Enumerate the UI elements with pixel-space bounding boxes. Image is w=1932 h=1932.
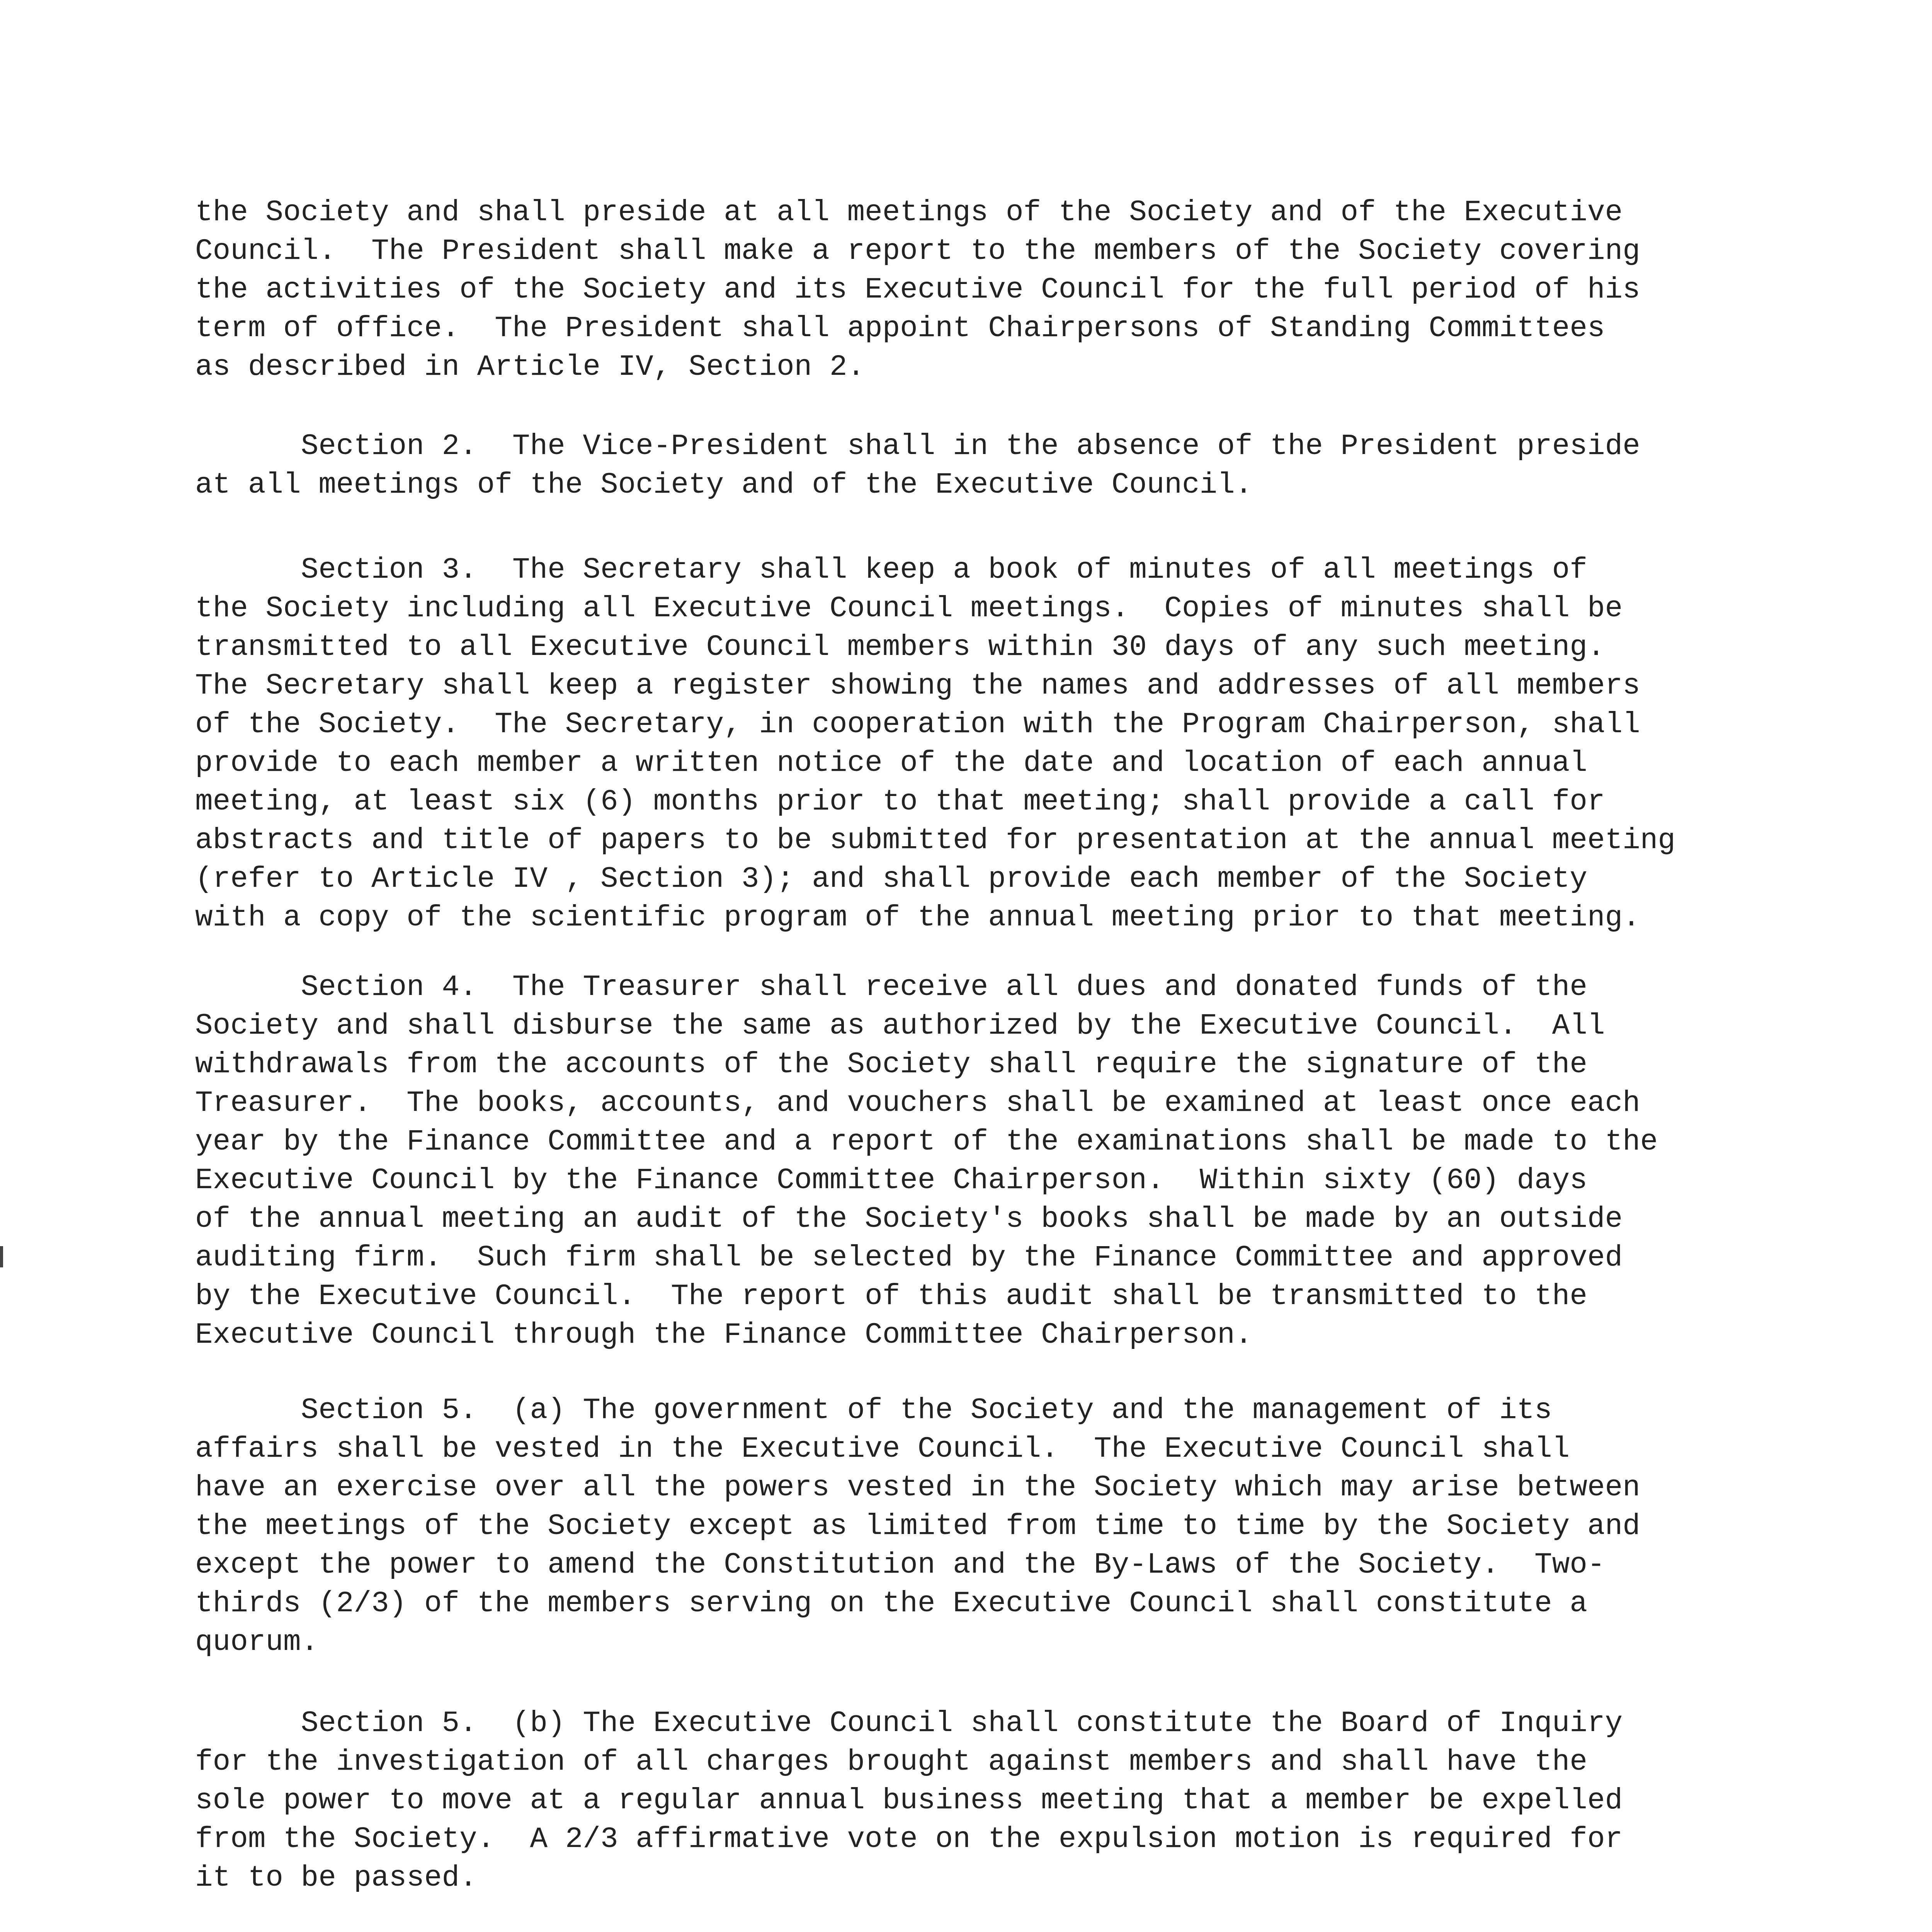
paragraph-section-5b: Section 5. (b) The Executive Council shall constitute the Board of Inquiry for the investigation of all charges brought against members and shall have the sole power to move at a regular annual business meeting that a member be expelled from the Society. A 2/3 affirmative vote on the expulsion motion is required for it to be passed. [195,1707,1623,1895]
scan-margin-mark [0,1246,3,1267]
paragraph-section-3: Section 3. The Secretary shall keep a book of minutes of all meetings of the Society including all Executive Council meetings. Copies of minutes shall be transmitted to all Executive Council members within 30 days of any such meeting. The Secretary shall keep a register showing the names and addresses of all members of the Society. The Secretary, in cooperation with the Program Chairperson, shall provide to each member a written notice of the date and location of each annual meeting, at least six (6) months prior to that meeting; shall provide a call for abstracts and title of papers to be submitted for presentation at the annual meeting (refer to Article IV , Section 3); and shall provide each member of the Society with a copy of the scientific program of the annual meeting prior to that meeting. [195,553,1676,934]
paragraph-president-duties: the Society and shall preside at all meetings of the Society and of the Executive Council. The President shall make a report to the members of the Society covering the activities of the Society and its Executive Council for the full period of his term of office. The President shall appoint Chairpersons of Standing Committees as described in Article IV, Section 2. [195,196,1640,384]
paragraph-section-4: Section 4. The Treasurer shall receive all dues and donated funds of the Society and shall disburse the same as authorized by the Executive Council. All withdrawals from the accounts of the Society shall require the signature of the Treasurer. The books, accounts, and vouchers shall be examined at least once each year by the Finance Committee and a report of the examinations shall be made to the Executive Council by the Finance Committee Chairperson. Within sixty (60) days of the annual meeting an audit of the Society's books shall be made by an outside auditing firm. Such firm shall be selected by the Finance Committee and approved by the Executive Council. The report of this audit shall be transmitted to the Executive Council through the Finance Committee Chairperson. [195,971,1658,1352]
paragraph-section-5a: Section 5. (a) The government of the Society and the management of its affairs shall be vested in the Executive Council. The Executive Council shall have an exercise over all the powers vested in the Society which may arise between the meetings of the Society except as limited from time to time by the Society and except the power to amend the Constitution and the By-Laws of the Society. Two- thirds (2/3) of the members serving on the Executive Council shall constitute a quorum. [195,1394,1640,1659]
paragraph-section-2: Section 2. The Vice-President shall in the absence of the President preside at all meetings of the Society and of the Executive Council. [195,430,1640,502]
